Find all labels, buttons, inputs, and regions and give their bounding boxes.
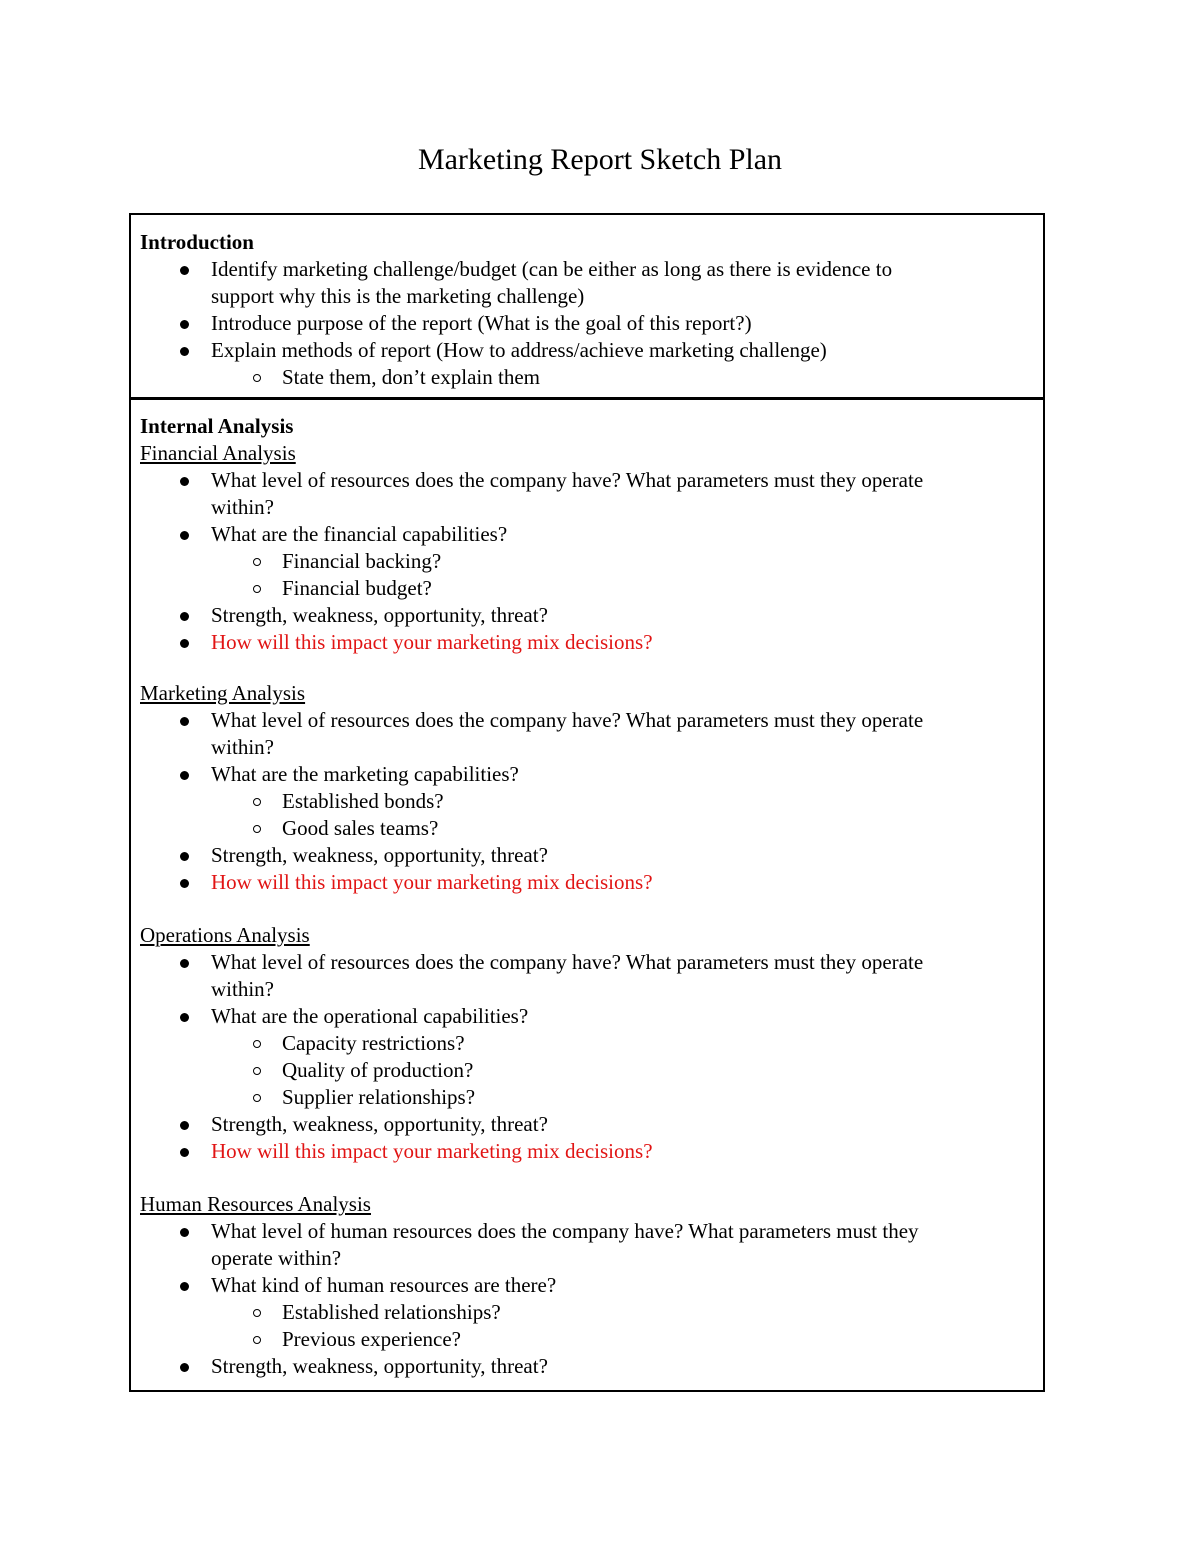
- sub-list-item: Capacity restrictions?: [140, 1030, 1035, 1057]
- list-item: Introduce purpose of the report (What is the goal of this report?): [140, 310, 1035, 337]
- sub-list-item: Established relationships?: [140, 1299, 1035, 1326]
- circle-bullet-icon: [253, 585, 261, 593]
- list-item-continuation: within?: [211, 977, 274, 1001]
- list-item: What are the financial capabilities?: [140, 521, 1035, 548]
- list-item: Strength, weakness, opportunity, threat?: [140, 1111, 1035, 1138]
- circle-bullet-icon: [253, 798, 261, 806]
- sub-list-item: Financial budget?: [140, 575, 1035, 602]
- bullet-icon: [180, 477, 189, 486]
- list-item-continuation: support why this is the marketing challenge): [211, 284, 585, 308]
- bullet-icon: [180, 1013, 189, 1022]
- bullet-icon: [180, 1282, 189, 1291]
- bullet-icon: [180, 879, 189, 888]
- circle-bullet-icon: [253, 558, 261, 566]
- sub-list-item: Previous experience?: [140, 1326, 1035, 1353]
- list-item: Identify marketing challenge/budget (can be either as long as there is evidence to: [140, 256, 1035, 283]
- list-item-highlight: How will this impact your marketing mix decisions?: [140, 869, 1035, 896]
- list-item: What are the operational capabilities?: [140, 1003, 1035, 1030]
- financial-analysis-subheading: Financial Analysis: [140, 441, 296, 465]
- list-item: Strength, weakness, opportunity, threat?: [140, 1353, 1035, 1380]
- circle-bullet-icon: [253, 1067, 261, 1075]
- internal-analysis-heading: Internal Analysis: [140, 414, 294, 438]
- circle-bullet-icon: [253, 1094, 261, 1102]
- circle-bullet-icon: [253, 1336, 261, 1344]
- hr-analysis-subheading: Human Resources Analysis: [140, 1192, 371, 1216]
- circle-bullet-icon: [253, 374, 261, 382]
- list-item-highlight: How will this impact your marketing mix decisions?: [140, 1138, 1035, 1165]
- list-item-continuation: within?: [211, 495, 274, 519]
- introduction-heading: Introduction: [140, 230, 254, 254]
- list-item: What level of resources does the company have? What parameters must they operate: [140, 707, 1035, 734]
- list-item-continuation: operate within?: [211, 1246, 342, 1270]
- bullet-icon: [180, 1228, 189, 1237]
- list-item: What level of human resources does the company have? What parameters must they: [140, 1218, 1035, 1245]
- bullet-icon: [180, 320, 189, 329]
- bullet-icon: [180, 612, 189, 621]
- bullet-icon: [180, 771, 189, 780]
- internal-analysis-section: [129, 397, 1045, 1392]
- introduction-section: [129, 213, 1045, 400]
- list-item-continuation: within?: [211, 735, 274, 759]
- bullet-icon: [180, 1148, 189, 1157]
- bullet-icon: [180, 531, 189, 540]
- list-item: What kind of human resources are there?: [140, 1272, 1035, 1299]
- bullet-icon: [180, 717, 189, 726]
- sub-list-item: Established bonds?: [140, 788, 1035, 815]
- bullet-icon: [180, 347, 189, 356]
- sub-list-item: Supplier relationships?: [140, 1084, 1035, 1111]
- bullet-icon: [180, 959, 189, 968]
- circle-bullet-icon: [253, 1309, 261, 1317]
- bullet-icon: [180, 639, 189, 648]
- sub-list-item: Financial backing?: [140, 548, 1035, 575]
- bullet-icon: [180, 852, 189, 861]
- sub-list-item: Quality of production?: [140, 1057, 1035, 1084]
- list-item: Strength, weakness, opportunity, threat?: [140, 842, 1035, 869]
- list-item: Strength, weakness, opportunity, threat?: [140, 602, 1035, 629]
- bullet-icon: [180, 1121, 189, 1130]
- circle-bullet-icon: [253, 825, 261, 833]
- list-item: What are the marketing capabilities?: [140, 761, 1035, 788]
- sub-list-item: Good sales teams?: [140, 815, 1035, 842]
- bullet-icon: [180, 1363, 189, 1372]
- list-item: What level of resources does the company have? What parameters must they operate: [140, 949, 1035, 976]
- page-title: Marketing Report Sketch Plan: [417, 143, 783, 176]
- marketing-analysis-subheading: Marketing Analysis: [140, 681, 306, 705]
- sub-list-item: State them, don’t explain them: [140, 364, 1035, 391]
- list-item-highlight: How will this impact your marketing mix decisions?: [140, 629, 1035, 656]
- list-item: What level of resources does the company have? What parameters must they operate: [140, 467, 1035, 494]
- list-item: Explain methods of report (How to address/achieve marketing challenge): [140, 337, 1035, 364]
- bullet-icon: [180, 266, 189, 275]
- circle-bullet-icon: [253, 1040, 261, 1048]
- operations-analysis-subheading: Operations Analysis: [140, 923, 310, 947]
